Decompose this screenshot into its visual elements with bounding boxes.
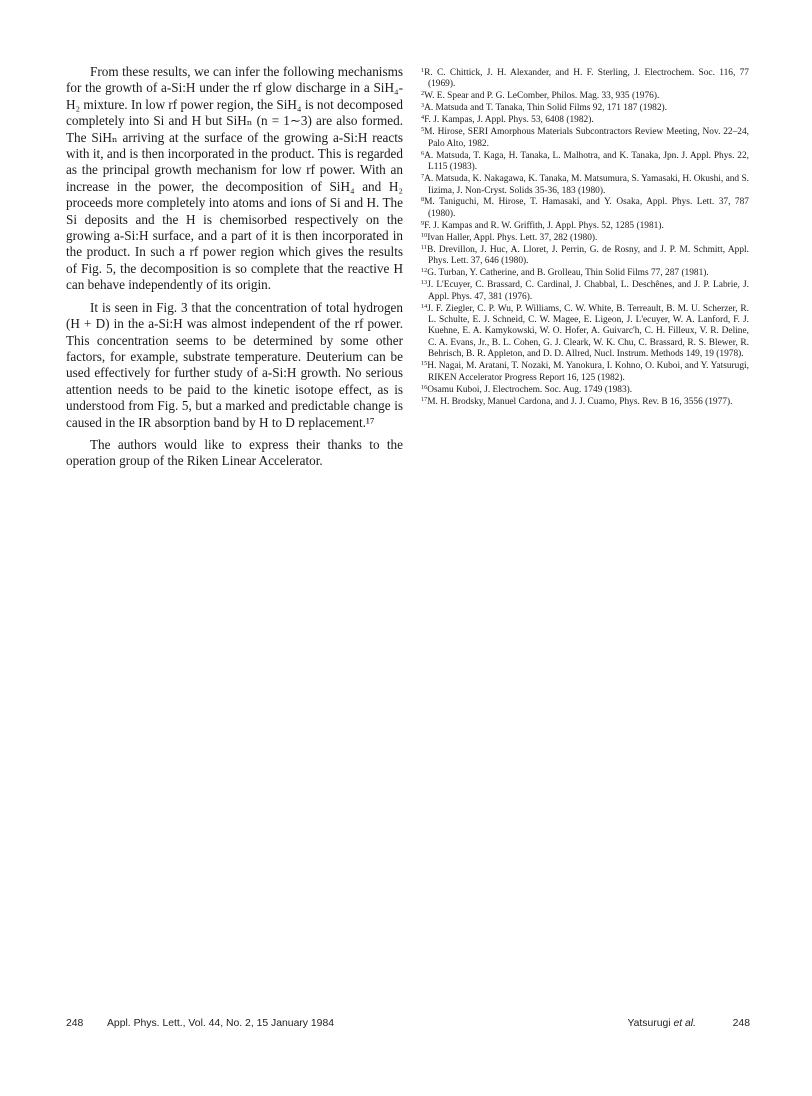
- reference-number: 13: [421, 279, 428, 287]
- running-author: [627, 1018, 696, 1029]
- reference-16: [421, 385, 749, 396]
- body-paragraph-1: From these results, we can infer the following mechanisms for the growth of a-Si:H under the rf glow discharge in a SiH₄-H₂ mixture. In low rf power region, the SiH₄ is not decomposed completely into Si and H but SiHₙ (n = 1∼3) are also formed. The SiHₙ arriving at the surface of the growing a-Si:H reacts with it, and is then incorporated in the product. This is regarded as the principal growth mechanism for low rf power. With an increase in the power, the decomposition of SiH₄ and H₂ proceeds more completely into atoms and ions of Si and H. The Si deposits and the H is chemisorbed respectively on the growing a-Si:H surface, and a part of it is then incorporated in the product. In such a rf power region which gives the results of Fig. 5, the decomposition is so complete that the reactive H can behave independently of its origin.: [66, 64, 403, 293]
- acknowledgment-paragraph: The authors would like to express their thanks to the operation group of the Riken Linear Accelerator.: [66, 436, 403, 469]
- body-paragraph-2: It is seen in Fig. 3 that the concentration of total hydrogen (H + D) in the a-Si:H was almost independent of the rf power. This concentration seems to be determined by some other factors, for example, substrate temperature. Deuterium can be used effectively for further study of a-Si:H growth. No serious attention needs to be paid to the kinetic isotope effect, as is understood from Fig. 5, but a marked and predictable change is caused in the IR absorption band by H to D replacement.¹⁷: [66, 299, 403, 430]
- reference-text: G. Turban, Y. Catherine, and B. Grolleau, Thin Solid Films 77, 287 (1981).: [427, 268, 709, 279]
- reference-4: [421, 115, 749, 126]
- reference-number: 14: [421, 302, 428, 310]
- reference-text: A. Matsuda, K. Nakagawa, K. Tanaka, M. Matsumura, S. Yamasaki, H. Okushi, and S. Iizima, J. Non-Cryst. Solids 35-36, 183 (1980).: [424, 174, 750, 196]
- reference-number: 7: [421, 173, 425, 181]
- reference-number: 17: [421, 395, 428, 403]
- reference-6: [421, 151, 749, 174]
- reference-number: 10: [421, 231, 428, 239]
- journal-citation: Appl. Phys. Lett., Vol. 44, No. 2, 15 January 1984: [107, 1018, 335, 1029]
- reference-11: [421, 245, 749, 268]
- reference-9: [421, 221, 749, 232]
- reference-number: 15: [421, 360, 428, 368]
- page-number-right: 248: [732, 1018, 750, 1029]
- reference-1: [421, 68, 749, 91]
- reference-5: [421, 127, 749, 150]
- references-list: [421, 68, 749, 409]
- reference-text: F. J. Kampas and R. W. Griffith, J. Appl. Phys. 52, 1285 (1981).: [424, 220, 664, 231]
- reference-number: 16: [421, 383, 428, 391]
- body-text-column: [66, 64, 403, 476]
- reference-number: 6: [421, 149, 425, 157]
- reference-text: H. Nagai, M. Aratani, T. Nozaki, M. Yanokura, I. Kohno, O. Kuboi, and Y. Yatsurugi, RIKEN Accelerator Progress Report 16, 125 (1982).: [427, 361, 749, 383]
- reference-text: R. C. Chittick, J. H. Alexander, and H. F. Sterling, J. Electrochem. Soc. 116, 77 (1969).: [424, 68, 749, 90]
- reference-text: W. E. Spear and P. G. LeComber, Philos. Mag. 33, 935 (1976).: [424, 91, 660, 102]
- author-name: Yatsurugi: [627, 1018, 671, 1029]
- reference-3: [421, 103, 749, 114]
- reference-text: J. F. Ziegler, C. P. Wu, P. Williams, C. W. White, B. Terreault, B. M. U. Scherzer, R. L. Schulte, E. J. Schneid, C. W. Magee, E. Ligeon, J. L'ecuyer, W. A. Lanford, F. J. Kuehne, E. A. Kamykowski, W. O. Hofer, A. Guivarc'h, C. H. Filleux, V. R. Deline, C. A. Evans, Jr., B. L. Cohen, G. J. Cleark, W. K. Chu, C. Brassard, R. S. Blewer, R. Behrisch, B. R. Appleton, and D. D. Allred, Nucl. Instrum. Methods 149, 19 (1978).: [427, 303, 749, 360]
- reference-text: A. Matsuda and T. Tanaka, Thin Solid Films 92, 171 187 (1982).: [424, 103, 667, 114]
- reference-number: 1: [421, 67, 425, 74]
- reference-text: F. J. Kampas, J. Appl. Phys. 53, 6408 (1982).: [424, 115, 594, 126]
- reference-text: Osamu Kuboi, J. Electrochem. Soc. Aug. 1749 (1983).: [427, 384, 633, 395]
- page-number-left: 248: [66, 1018, 84, 1029]
- reference-text: A. Matsuda, T. Kaga, H. Tanaka, L. Malhotra, and K. Tanaka, Jpn. J. Appl. Phys. 22, L115 (1983).: [424, 150, 749, 173]
- reference-text: M. H. Brodsky, Manuel Cardona, and J. J. Cuamo, Phys. Rev. B 16, 3556 (1977).: [427, 396, 733, 407]
- reference-10: [421, 233, 749, 244]
- reference-text: M. Taniguchi, M. Hirose, T. Hamasaki, and Y. Osaka, Appl. Phys. Lett. 37, 787 (1980).: [424, 197, 749, 219]
- reference-text: M. Hirose, SERI Amorphous Materials Subcontractors Review Meeting, Nov. 22–24, Palo Alto, 1982.: [424, 127, 749, 149]
- reference-text: B. Drevillon, J. Huc, A. Lloret, J. Perrin, G. de Rosny, and J. P. M. Schmitt, Appl. Phys. Lett. 37, 646 (1980).: [426, 244, 749, 267]
- reference-number: 5: [421, 126, 425, 134]
- reference-number: 9: [421, 219, 425, 227]
- reference-text: Ivan Haller, Appl. Phys. Lett. 37, 282 (1980).: [427, 232, 598, 243]
- reference-text: J. L'Ecuyer, C. Brassard, C. Cardinal, J. Chabbal, L. Deschênes, and J. P. Labrie, J. Appl. Phys. 47, 381 (1976).: [427, 280, 749, 302]
- reference-14: [421, 304, 749, 361]
- reference-15: [421, 361, 749, 384]
- reference-number: 2: [421, 90, 425, 98]
- author-etal: et al.: [673, 1018, 696, 1029]
- reference-8: [421, 197, 749, 220]
- reference-7: [421, 174, 749, 197]
- reference-12: [421, 268, 749, 279]
- reference-number: 4: [421, 114, 425, 122]
- reference-2: [421, 91, 749, 102]
- reference-13: [421, 280, 749, 303]
- reference-number: 3: [421, 102, 425, 110]
- reference-number: 8: [421, 196, 425, 204]
- reference-number: 11: [421, 243, 427, 251]
- reference-17: [421, 397, 749, 408]
- reference-number: 12: [421, 267, 428, 275]
